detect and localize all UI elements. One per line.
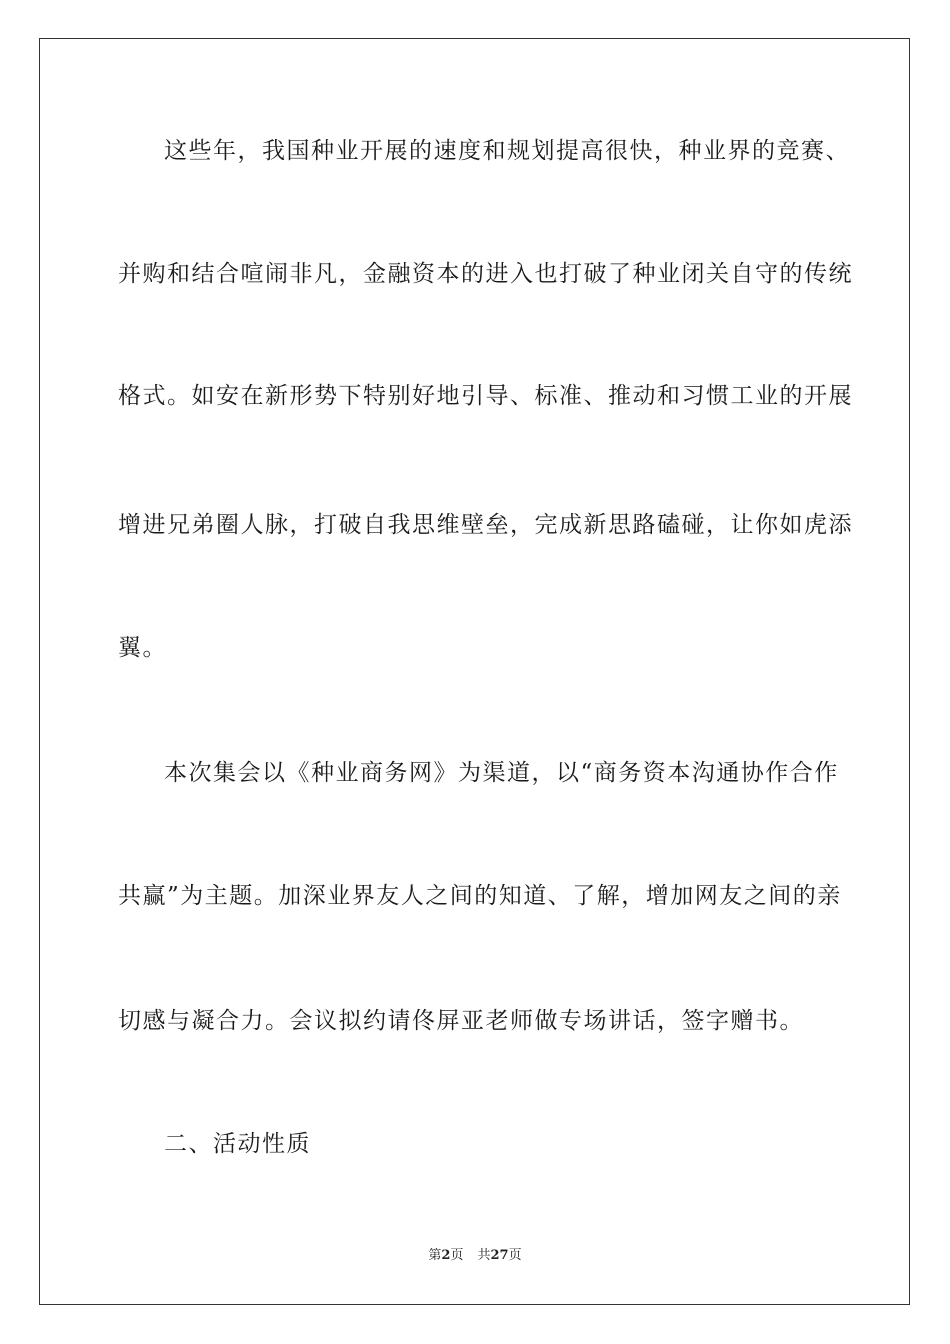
paragraph-line-5: 翼。 [118, 635, 167, 661]
page-border [39, 38, 910, 1305]
paragraph-line-7: 共赢”为主题。加深业界友人之间的知道、了解，增加网友之间的亲 [118, 883, 842, 909]
paragraph-line-8: 切感与凝合力。会议拟约请佟屏亚老师做专场讲话，签字赠书。 [118, 1008, 804, 1034]
footer-page-number: 2 [441, 1248, 451, 1263]
section-heading: 二、活动性质 [164, 1131, 311, 1157]
paragraph-line-1: 这些年，我国种业开展的速度和规划提高很快，种业界的竞赛、 [164, 138, 850, 164]
footer-total-prefix: 共 [477, 1248, 491, 1263]
footer-page-prefix: 第 [428, 1248, 442, 1263]
page-footer [0, 1247, 950, 1265]
footer-total-pages: 27 [490, 1248, 509, 1263]
footer-page-suffix: 页 [450, 1248, 464, 1263]
footer-total-suffix: 页 [508, 1248, 522, 1263]
paragraph-line-3: 格式。如安在新形势下特别好地引导、标准、推动和习惯工业的开展 [118, 383, 853, 409]
paragraph-line-4: 增进兄弟圈人脉，打破自我思维壁垒，完成新思路磕碰，让你如虎添 [118, 512, 853, 538]
paragraph-line-2: 并购和结合喧闹非凡，金融资本的进入也打破了种业闭关自守的传统 [118, 261, 853, 287]
paragraph-line-6: 本次集会以《种业商务网》为渠道，以“商务资本沟通协作合作 [164, 760, 839, 786]
